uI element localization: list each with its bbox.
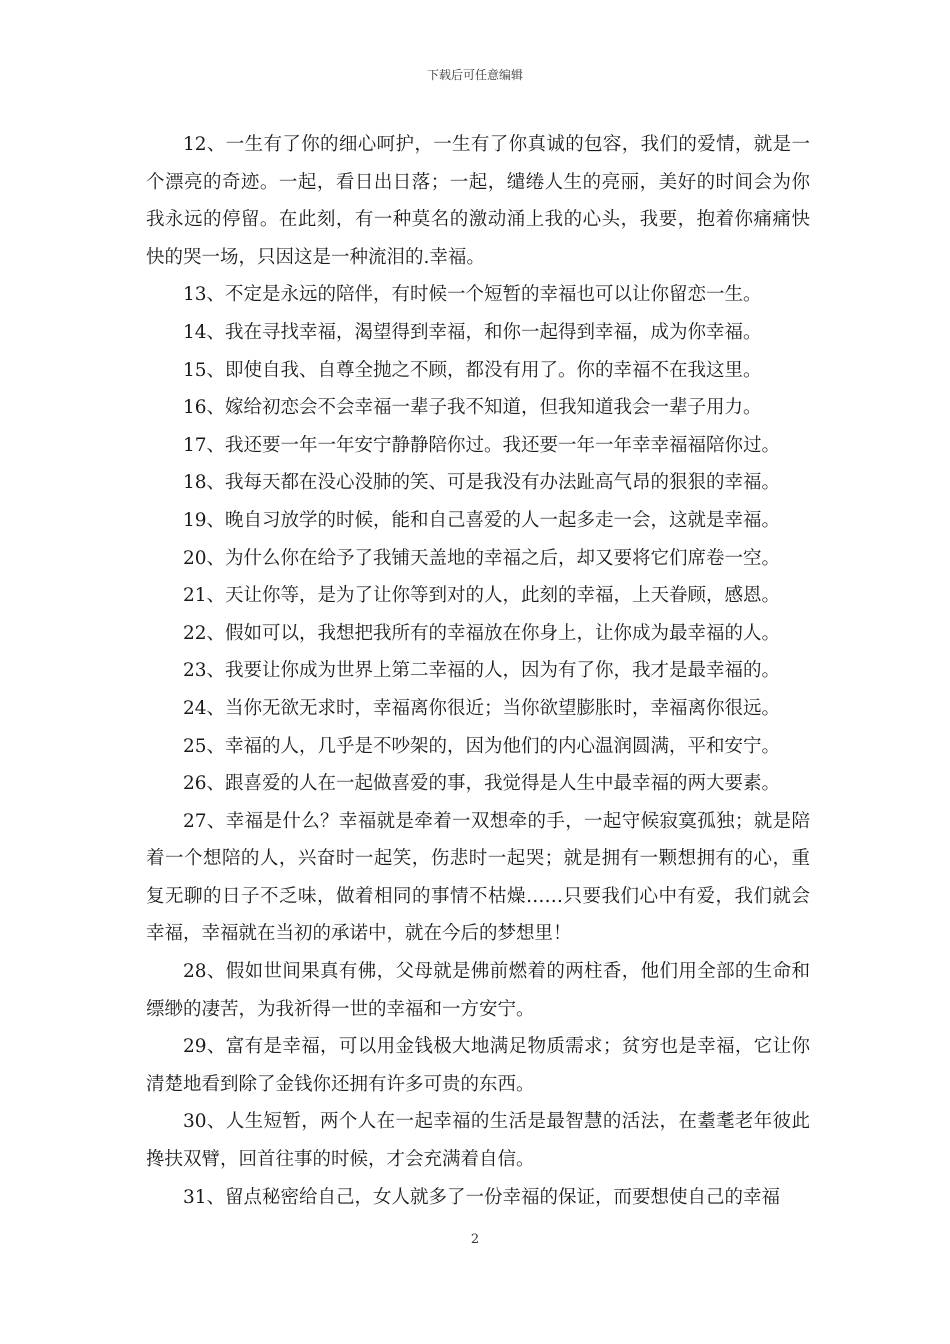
paragraph-13: 13、不定是永远的陪伴，有时候一个短暂的幸福也可以让你留恋一生。 — [183, 284, 762, 306]
paragraph-12: 12、一生有了你的细心呵护，一生有了你真诚的包容，我们的爱情，就是一个漂亮的奇迹。一起，看日出日落；一起，缱绻人生的亮丽，美好的时间会为你我永远的停留。在此刻，有一种莫名的激动涌上我的心头，我要，抱着你痛痛快快的哭一场，只因这是一种流泪的.幸福。 — [146, 134, 810, 268]
paragraph-28: 28、假如世间果真有佛，父母就是佛前燃着的两柱香，他们用全部的生命和缥缈的凄苦，为我祈得一世的幸福和一方安宁。 — [146, 961, 810, 1020]
paragraph-23: 23、我要让你成为世界上第二幸福的人，因为有了你，我才是最幸福的。 — [183, 660, 781, 682]
paragraph-19: 19、晚自习放学的时候，能和自己喜爱的人一起多走一会，这就是幸福。 — [183, 509, 781, 531]
paragraph-17: 17、我还要一年一年安宁静静陪你过。我还要一年一年幸幸福福陪你过。 — [183, 434, 781, 456]
paragraph-29: 29、富有是幸福，可以用金钱极大地满足物质需求；贫穷也是幸福，它让你清楚地看到除了金钱你还拥有许多可贵的东西。 — [146, 1036, 810, 1095]
paragraph-14: 14、我在寻找幸福，渴望得到幸福，和你一起得到幸福，成为你幸福。 — [183, 321, 762, 343]
paragraph-21: 21、天让你等，是为了让你等到对的人，此刻的幸福，上天眷顾，感恩。 — [183, 585, 781, 607]
paragraph-27: 27、幸福是什么？幸福就是牵着一双想牵的手，一起守候寂寞孤独；就是陪着一个想陪的人，兴奋时一起笑，伤悲时一起哭；就是拥有一颗想拥有的心，重复无聊的日子不乏味，做着相同的事情不枯燥……只要我们心中有爱，我们就会幸福，幸福就在当初的承诺中，就在今后的梦想里！ — [146, 810, 810, 945]
page-header: 下载后可任意编辑 — [426, 68, 523, 82]
paragraph-20: 20、为什么你在给予了我铺天盖地的幸福之后，却又要将它们席卷一空。 — [183, 547, 781, 569]
paragraph-15: 15、即使自我、自尊全抛之不顾，都没有用了。你的幸福不在我这里。 — [183, 359, 762, 381]
paragraph-26: 26、跟喜爱的人在一起做喜爱的事，我觉得是人生中最幸福的两大要素。 — [183, 773, 781, 795]
paragraph-31: 31、留点秘密给自己，女人就多了一份幸福的保证，而要想使自己的幸福 — [183, 1186, 781, 1208]
paragraph-18: 18、我每天都在没心没肺的笑、可是我没有办法趾高气昂的狠狠的幸福。 — [183, 472, 781, 494]
paragraph-16: 16、嫁给初恋会不会幸福一辈子我不知道，但我知道我会一辈子用力。 — [183, 397, 762, 419]
paragraph-22: 22、假如可以，我想把我所有的幸福放在你身上，让你成为最幸福的人。 — [183, 622, 781, 644]
paragraph-25: 25、幸福的人，几乎是不吵架的，因为他们的内心温润圆满，平和安宁。 — [183, 735, 781, 757]
document-body — [146, 126, 810, 1216]
paragraph-24: 24、当你无欲无求时，幸福离你很近；当你欲望膨胀时，幸福离你很远。 — [183, 697, 781, 719]
page-number: 2 — [470, 1232, 480, 1247]
paragraph-30: 30、人生短暂，两个人在一起幸福的生活是最智慧的活法，在耋耄老年彼此搀扶双臂，回首往事的时候，才会充满着自信。 — [146, 1111, 810, 1171]
